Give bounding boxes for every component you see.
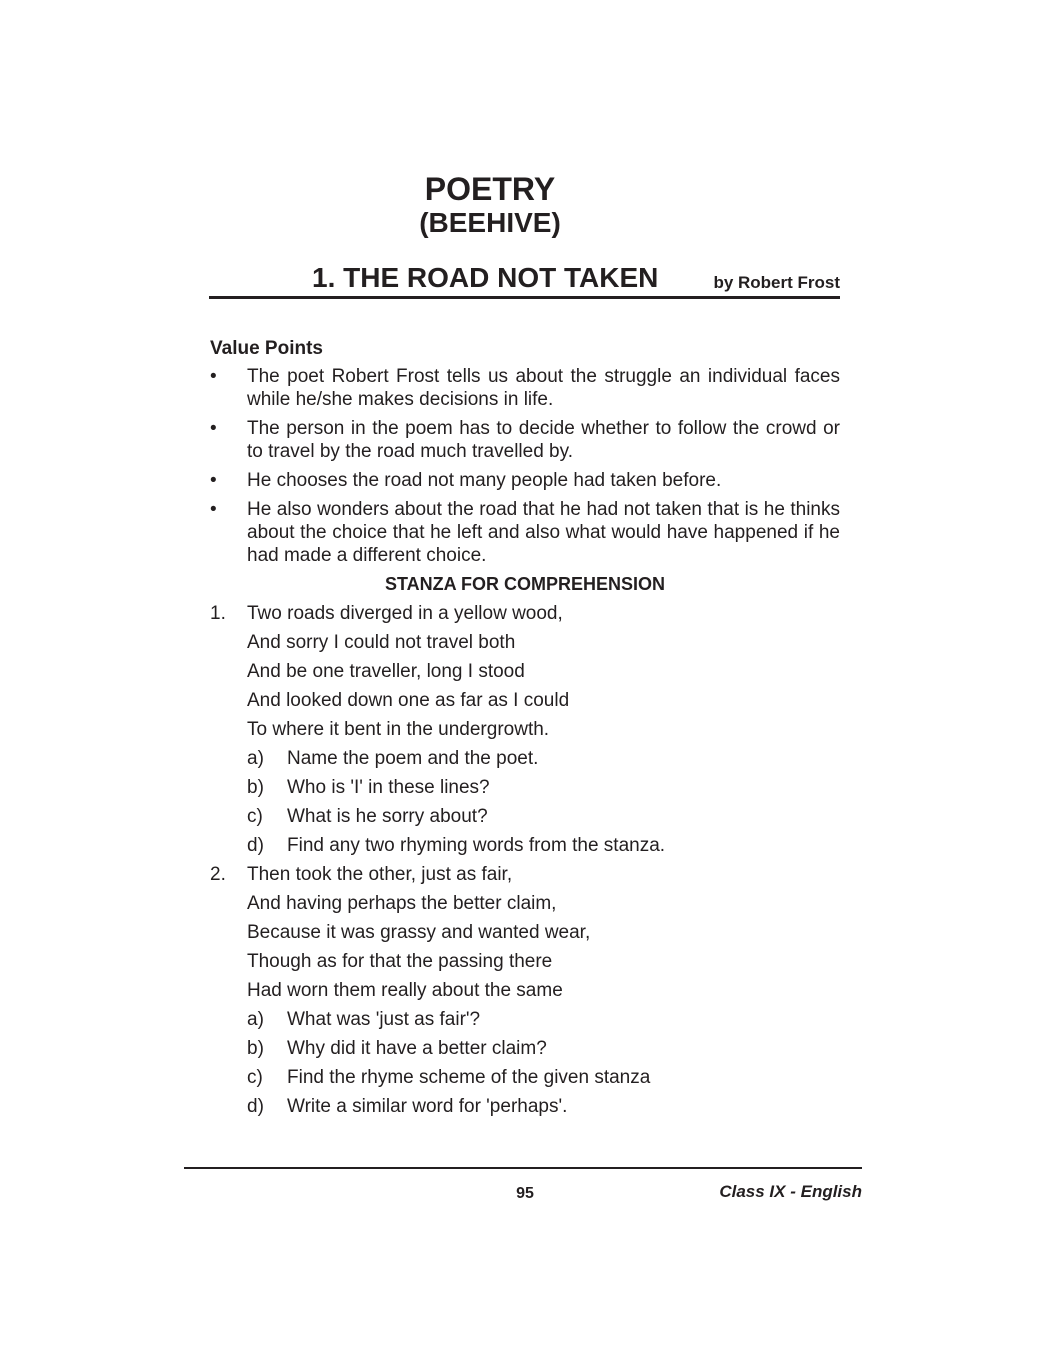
question-letter: a) bbox=[247, 1009, 264, 1030]
value-point-item bbox=[210, 417, 840, 463]
stanza-line-text: Had worn them really about the same bbox=[247, 980, 563, 1001]
stanza-line bbox=[210, 631, 840, 660]
question-letter: a) bbox=[247, 748, 264, 769]
question-letter: b) bbox=[247, 1038, 264, 1059]
question-letter: b) bbox=[247, 777, 264, 798]
stanza-line bbox=[210, 950, 840, 979]
stanza-line bbox=[210, 602, 840, 631]
stanza-heading: STANZA FOR COMPREHENSION bbox=[384, 574, 665, 594]
main-content bbox=[210, 337, 840, 1124]
bullet-icon: • bbox=[210, 366, 217, 387]
stanza-line bbox=[210, 863, 840, 892]
stanza-line-text: Though as for that the passing there bbox=[247, 951, 553, 972]
value-point-text: He chooses the road not many people had taken before. bbox=[247, 470, 722, 491]
question-letter: c) bbox=[247, 806, 263, 827]
bullet-icon: • bbox=[210, 499, 217, 520]
footer-class-label: Class IX - English bbox=[719, 1182, 862, 1201]
value-point-text: The poet Robert Frost tells us about the struggle an individual faces while he/she makes decisions in life. bbox=[247, 366, 840, 410]
stanza-line-text: To where it bent in the undergrowth. bbox=[247, 719, 550, 740]
question-text: What was 'just as fair'? bbox=[287, 1009, 481, 1030]
page-subtitle: (BEEHIVE) bbox=[419, 207, 561, 238]
footer-divider bbox=[184, 1167, 862, 1169]
question-text: What is he sorry about? bbox=[287, 806, 488, 827]
question-text: Find the rhyme scheme of the given stanza bbox=[287, 1067, 651, 1088]
question-text: Find any two rhyming words from the stanza. bbox=[287, 835, 666, 856]
value-point-text: He also wonders about the road that he had not taken that is he thinks about the choice that he left and also what would have happened if he had made a different choice. bbox=[247, 499, 840, 566]
stanza-line bbox=[210, 979, 840, 1008]
stanza-line bbox=[210, 892, 840, 921]
value-point-item bbox=[210, 498, 840, 567]
question-text: Who is 'I' in these lines? bbox=[287, 777, 490, 798]
chapter-title: 1. THE ROAD NOT TAKEN bbox=[312, 262, 659, 293]
question-item bbox=[210, 747, 840, 776]
stanza-line-text: And having perhaps the better claim, bbox=[247, 893, 557, 914]
question-letter: d) bbox=[247, 1096, 264, 1117]
question-item bbox=[210, 834, 840, 863]
question-text: Write a similar word for 'perhaps'. bbox=[287, 1096, 568, 1117]
question-text: Name the poem and the poet. bbox=[287, 748, 539, 769]
value-point-text: The person in the poem has to decide whether to follow the crowd or to travel by the road much travelled by. bbox=[247, 418, 840, 462]
stanza-line-text: And be one traveller, long I stood bbox=[247, 661, 525, 682]
page-title: POETRY bbox=[424, 171, 556, 207]
value-points-list bbox=[210, 365, 840, 567]
question-item bbox=[210, 1066, 840, 1095]
stanza-line-text: And sorry I could not travel both bbox=[247, 632, 516, 653]
question-item bbox=[210, 1008, 840, 1037]
value-points-heading: Value Points bbox=[210, 338, 323, 359]
question-text: Why did it have a better claim? bbox=[287, 1038, 547, 1059]
stanza-line bbox=[210, 718, 840, 747]
question-item bbox=[210, 776, 840, 805]
stanza-number: 1. bbox=[210, 603, 226, 624]
stanza-line-text: Two roads diverged in a yellow wood, bbox=[247, 603, 563, 624]
stanza-line bbox=[210, 660, 840, 689]
value-point-item bbox=[210, 469, 840, 492]
stanza-line bbox=[210, 689, 840, 718]
chapter-author: by Robert Frost bbox=[713, 273, 840, 292]
question-letter: d) bbox=[247, 835, 264, 856]
question-item bbox=[210, 1037, 840, 1066]
stanza-line-text: Then took the other, just as fair, bbox=[247, 864, 513, 885]
bullet-icon: • bbox=[210, 418, 217, 439]
stanza-line bbox=[210, 921, 840, 950]
chapter-heading bbox=[209, 260, 840, 299]
value-point-item bbox=[210, 365, 840, 411]
stanza-line-text: Because it was grassy and wanted wear, bbox=[247, 922, 591, 943]
stanza-number: 2. bbox=[210, 864, 226, 885]
stanza-line-text: And looked down one as far as I could bbox=[247, 690, 570, 711]
bullet-icon: • bbox=[210, 470, 217, 491]
question-letter: c) bbox=[247, 1067, 263, 1088]
question-item bbox=[210, 1095, 840, 1124]
page-number: 95 bbox=[516, 1185, 534, 1202]
question-item bbox=[210, 805, 840, 834]
